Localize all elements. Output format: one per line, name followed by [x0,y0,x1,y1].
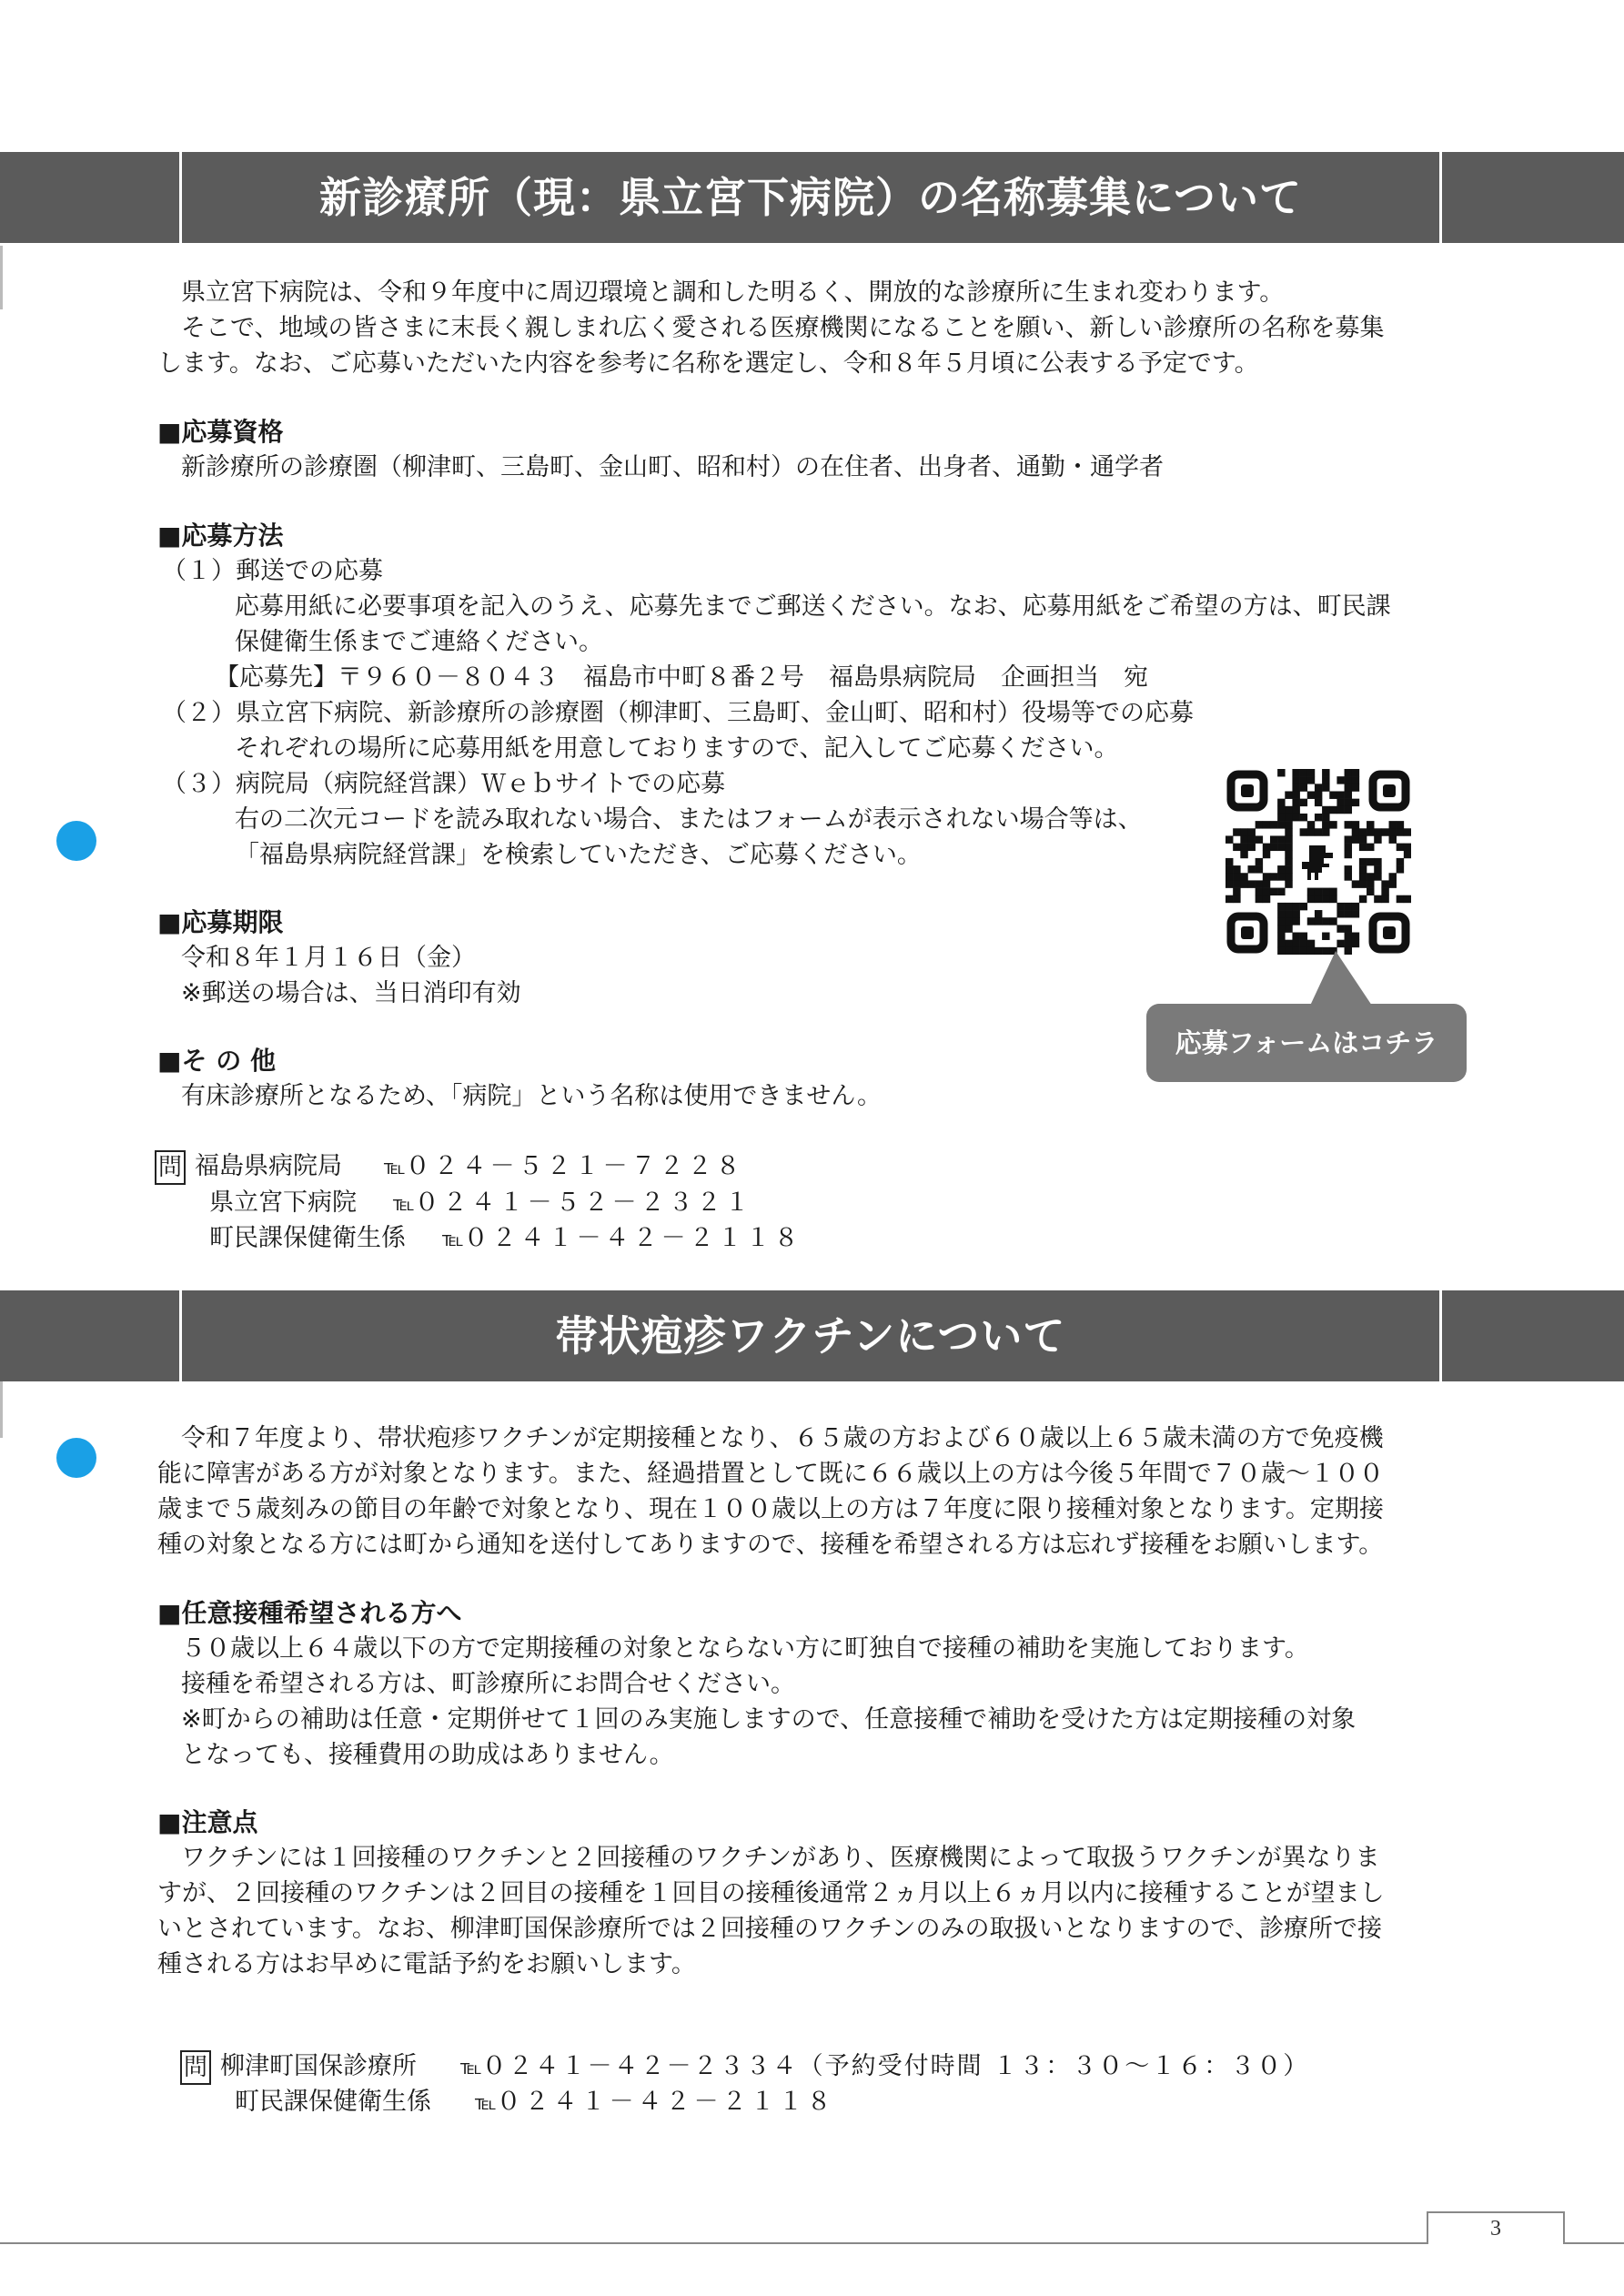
contact-tel: ０２４－５２１－７２２８ [405,1152,744,1180]
method-heading: ■応募方法 [157,521,284,551]
banner-divider-right [1439,152,1442,243]
optional-line: ※町からの補助は任意・定期併せて１回のみ実施しますので、任意接種で補助を受けた方は定期接種の対象 [181,1705,1357,1734]
tel-mark: ℡ [442,1229,464,1251]
notes-line: すが、２回接種のワクチンは２回目の接種を１回目の接種後通常２ヵ月以上６ヵ月以内に接種することが望まし [157,1879,1385,1907]
contact-tel: ０２４１－４２－２１１８ [463,1224,802,1252]
notes-line: いとされています。なお、柳津町国保診療所では２回接種のワクチンのみの取扱いとなりますので、診療所で接 [157,1915,1382,1943]
application-form-button-label: 応募フォームはコチラ [1175,1027,1438,1058]
method-item2: （２）県立宮下病院、新診療所の診療圏（柳津町、三島町、金山町、昭和村）役場等での応募 [162,699,1194,727]
method-item3-text: 右の二次元コードを読み取れない場合、またはフォームが表示されない場合等は、 [235,805,1143,834]
application-form-button[interactable] [1146,1004,1467,1082]
section1-banner [0,152,1624,243]
page-number: 3 [1490,2217,1501,2240]
notes-line: ワクチンには１回接種のワクチンと２回接種のワクチンがあり、医療機関によって取扱うワクチンが異なりま [181,1844,1380,1872]
contact-tel: ０２４１－４２－２３３４（予約受付時間 １３：３０～１６：３０） [481,2052,1310,2080]
method-item2-text: それぞれの場所に応募用紙を用意しておりますので、記入してご応募ください。 [235,734,1119,763]
section1-title: 新診療所（現：県立宮下病院）の名称募集について [318,173,1303,222]
left-edge-mark [0,246,3,309]
other-text: 有床診療所となるため、「病院」という名称は使用できません。 [181,1082,883,1110]
tel-mark: ℡ [475,2092,497,2115]
contact-row [180,2048,1309,2086]
eligibility-text: 新診療所の診療圏（柳津町、三島町、金山町、昭和村）の在住者、出身者、通勤・通学者 [181,453,1164,481]
contact-org: 県立宮下病院 [209,1188,357,1217]
method-item3: （３）病院局（病院経営課）Ｗｅｂサイトでの応募 [162,770,726,798]
banner-divider-right [1439,1290,1442,1381]
eligibility-heading: ■応募資格 [157,417,284,447]
contact-tel: ０２４１－５２－２３２１ [414,1188,753,1217]
optional-line: 接種を希望される方は、町診療所にお問合せください。 [181,1670,795,1698]
optional-line: ５０歳以上６４歳以下の方で定期接種の対象とならない方に町独自で接種の補助を実施しております。 [181,1634,1309,1663]
contact-org: 町民課保健衛生係 [235,2088,431,2116]
section1-intro-line: 県立宮下病院は、令和９年度中に周辺環境と調和した明るく、開放的な診療所に生まれ変わります。 [181,278,1285,307]
left-edge-mark [0,1374,3,1438]
section1-intro-line: そこで、地域の皆さまに末長く親しまれ広く愛される医療機関になることを願い、新しい診療所の名称を募集 [181,314,1385,342]
optional-line: となっても、接種費用の助成はありません。 [181,1741,674,1769]
footer-rule [0,2242,1624,2244]
deadline-note: ※郵送の場合は、当日消印有効 [181,979,521,1007]
inquiry-mark-icon: 問 [155,1150,186,1185]
contact-row [209,1220,802,1258]
section1-intro-line: します。なお、ご応募いただいた内容を参考に名称を選定し、令和８年５月頃に公表する予定です。 [157,349,1259,378]
section2-intro-line: 種の対象となる方には町から通知を送付してありますので、接種を希望される方は忘れず接種をお願いします。 [157,1531,1384,1559]
qr-code-icon[interactable] [1226,769,1411,955]
notes-heading: ■注意点 [157,1807,258,1837]
method-address: 【応募先】〒９６０－８０４３ 福島市中町８番２号 福島県病院局 企画担当 宛 [215,663,1148,692]
section2-intro-line: 歳まで５歳刻みの節目の年齢で対象となり、現在１００歳以上の方は７年度に限り接種対象となります。定期接 [157,1495,1384,1523]
contact-row [209,1185,753,1222]
contact-org: 町民課保健衛生係 [209,1224,406,1252]
deadline-heading: ■応募期限 [157,907,284,937]
blue-dot-marker [56,821,96,861]
contact-row [155,1148,744,1186]
section2-intro-line: 令和７年度より、帯状疱疹ワクチンが定期接種となり、６５歳の方および６０歳以上６５歳未満の方で免疫機 [181,1424,1384,1452]
deadline-date: 令和８年１月１６日（金） [181,944,476,972]
contact-org: 福島県病院局 [195,1152,342,1180]
other-heading: ■そ の 他 [157,1046,276,1076]
page-number-box [1427,2211,1565,2244]
section2-title: 帯状疱疹ワクチンについて [555,1311,1066,1360]
section2-intro-line: 能に障害がある方が対象となります。また、経過措置として既に６６歳以上の方は今後５年間で７０歳～１００ [157,1460,1384,1488]
contact-org: 柳津町国保診療所 [220,2052,417,2080]
blue-dot-marker [56,1438,96,1478]
inquiry-mark-icon: 問 [180,2050,211,2085]
tel-mark: ℡ [460,2057,482,2079]
notes-line: 種される方はお早めに電話予約をお願いします。 [157,1950,696,1978]
method-item3-text: 「福島県病院経営課」を検索していただき、ご応募ください。 [235,841,922,869]
section2-banner [0,1290,1624,1381]
tel-mark: ℡ [384,1157,406,1179]
method-item1-text: 保健衛生係までご連絡ください。 [235,628,603,656]
method-item1-text: 応募用紙に必要事項を記入のうえ、応募先までご郵送ください。なお、応募用紙をご希望の方は、町民課 [235,592,1391,621]
method-item1: （１）郵送での応募 [162,557,383,585]
optional-heading: ■任意接種希望される方へ [157,1598,462,1628]
speech-bubble-pointer-icon [1301,951,1374,1006]
contact-tel: ０２４１－４２－２１１８ [496,2088,835,2116]
contact-row [235,2084,835,2121]
tel-mark: ℡ [393,1193,415,1216]
